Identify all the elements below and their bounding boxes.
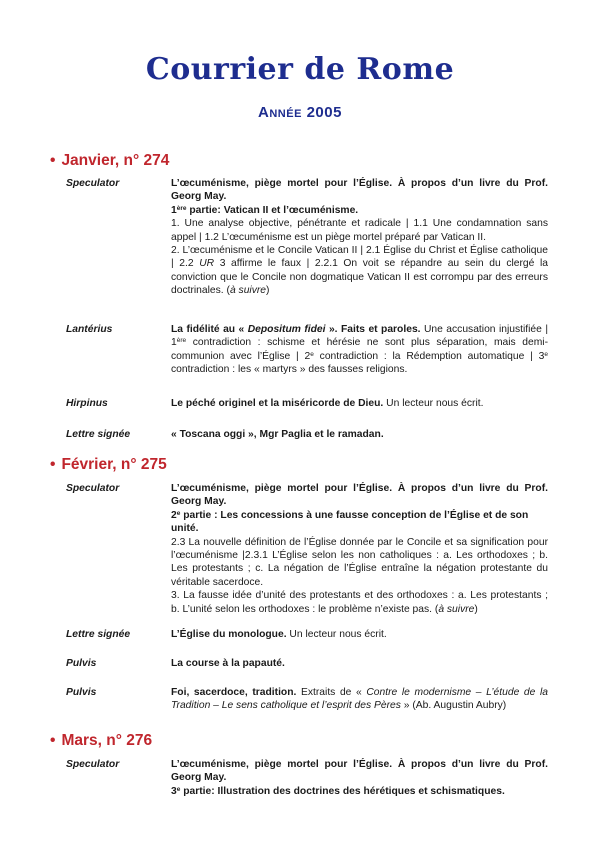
year-heading: Année 2005 bbox=[258, 104, 342, 121]
author-name: Hirpinus bbox=[66, 398, 108, 409]
article-summary: 3. La fausse idée d’unité des protestants et des orthodoxes : a. Les protestants ; b. L’unité selon les orthodoxes : le problème n’existe pas. (à suivre) bbox=[171, 590, 548, 615]
bullet-icon: • bbox=[50, 152, 56, 169]
article-text: Foi, sacerdoce, tradition. Extraits de « Contre le modernisme – L’étude de la Tradition – Le sens catholique et l’esprit des Pères » (Ab. Augustin Aubry) bbox=[171, 687, 549, 712]
article-entry bbox=[66, 758, 548, 798]
article-text: Le péché originel et la miséricorde de Dieu. Un lecteur nous écrit. bbox=[171, 398, 484, 409]
author-name: Speculator bbox=[66, 759, 120, 770]
article-title: « Toscana oggi », Mgr Paglia et le ramadan. bbox=[171, 429, 384, 440]
part-heading: 3e partie: Illustration des doctrines des hérétiques et schismatiques. bbox=[171, 785, 505, 797]
author-name: Lantérius bbox=[66, 324, 113, 335]
bullet-icon: • bbox=[50, 456, 56, 473]
article-entry bbox=[66, 482, 548, 616]
part-heading: 1ère partie: Vatican II et l’œcuménisme. bbox=[171, 204, 359, 216]
article-summary: 2. L’œcuménisme et le Concile Vatican II | 2.1 Église du Christ et Église catholique | 2.2 UR 3 affirme le faux | 2.2.1 On voit se répandre au sein du clergé la conviction que le Concile non dogmatique Vatican II est corrompu par des erreurs doctrinales. (à suivre) bbox=[171, 245, 548, 297]
article-entry bbox=[66, 397, 548, 410]
author-name: Speculator bbox=[66, 178, 120, 189]
month-heading-janvier: • Janvier, n° 274 bbox=[50, 152, 170, 169]
article-entry bbox=[66, 323, 548, 377]
author-name: Lettre signée bbox=[66, 429, 131, 440]
article-title: La course à la papauté. bbox=[171, 658, 285, 669]
author-name: Pulvis bbox=[66, 687, 97, 698]
month-heading-mars: • Mars, n° 276 bbox=[50, 732, 153, 749]
article-summary: 2.3 La nouvelle définition de l’Église donnée par le Concile et sa signification pour l’œcuménisme |2.3.1 L’Église selon les non catholiques : a. Les orthodoxes ; b. Les protestants ; c. La négation de l’Église entraîne la négation protestante du véritable sacerdoce. bbox=[171, 536, 548, 588]
masthead-title: Courrier de Rome bbox=[145, 52, 455, 87]
article-entry bbox=[66, 428, 548, 441]
month-heading-fevrier: • Février, n° 275 bbox=[50, 456, 167, 473]
article-title: L’œcuménisme, piège mortel pour l’Église. À propos d’un livre du Prof. Georg May. bbox=[171, 178, 548, 203]
article-title: L’œcuménisme, piège mortel pour l’Église. À propos d’un livre du Prof. Georg May. bbox=[171, 759, 548, 784]
author-name: Pulvis bbox=[66, 658, 97, 669]
author-name: Lettre signée bbox=[66, 629, 131, 640]
article-text: L’Église du monologue. Un lecteur nous écrit. bbox=[171, 629, 387, 640]
article-summary: 1. Une analyse objective, pénétrante et radicale | 1.1 Une condamnation sans appel | 1.2 L’œcuménisme est un piège mortel préparé par Vatican II. bbox=[171, 218, 548, 243]
article-entry bbox=[66, 177, 548, 298]
article-text: La fidélité au « Depositum fidei ». Faits et paroles. Une accusation injustifiée | 1ère contradiction : schisme et hérésie ne sont plus séparation, mais demi-communion avec l’Église | 2e contradiction : la Rédemption automatique | 3e contradiction : les « martyrs » des fausses religions. bbox=[171, 324, 548, 376]
article-entry bbox=[66, 686, 548, 713]
author-name: Speculator bbox=[66, 483, 120, 494]
bullet-icon: • bbox=[50, 732, 56, 749]
article-entry bbox=[66, 657, 548, 670]
article-title: L’œcuménisme, piège mortel pour l’Église. À propos d’un livre du Prof. Georg May. bbox=[171, 483, 548, 508]
part-heading: 2e partie : Les concessions à une fausse conception de l’Église et de son unité. bbox=[171, 509, 529, 535]
article-entry bbox=[66, 628, 548, 641]
